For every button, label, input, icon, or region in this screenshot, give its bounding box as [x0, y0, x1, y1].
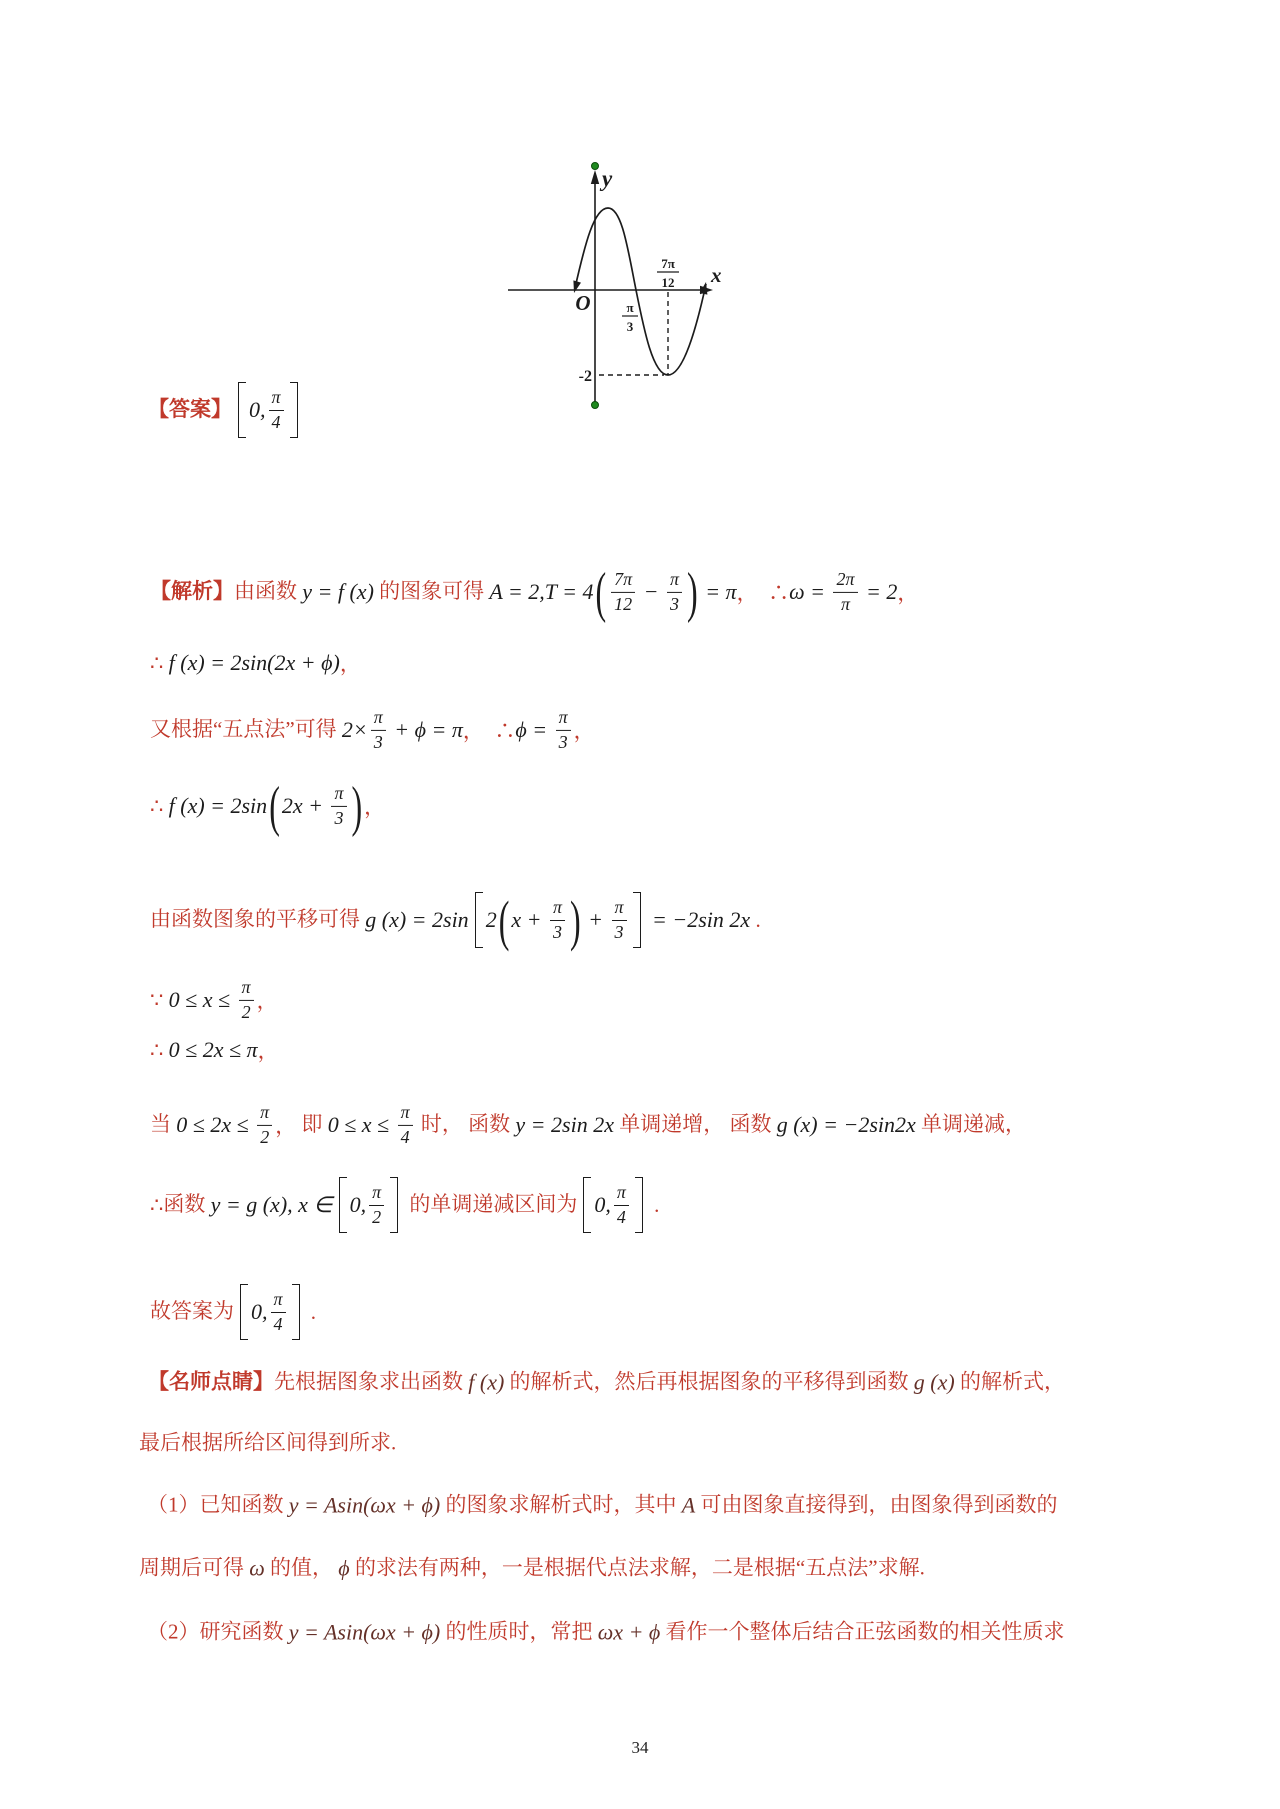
fraction-denominator: 3 [614, 921, 624, 942]
solution-line-7 [150, 1035, 279, 1065]
solution-line-5 [150, 888, 761, 952]
fraction-numerator: π [269, 387, 284, 411]
fraction-numerator: 7π [611, 569, 635, 593]
math-text: ϕ = [515, 717, 553, 742]
red-symbol: ， [339, 652, 361, 676]
red-symbol: ， [573, 719, 595, 743]
chinese-text: （1）已知函数 [147, 1492, 289, 1517]
fraction-denominator: 3 [334, 807, 344, 828]
fraction-denominator: 3 [373, 731, 383, 752]
chinese-text: 最后根据所给区间得到所求. [139, 1430, 397, 1455]
solution-line-3 [150, 707, 595, 753]
math-text: y = Asin(ωx + ϕ) [288, 1491, 441, 1517]
chinese-text: （2）研究函数 [147, 1619, 289, 1644]
fraction [398, 1102, 413, 1148]
axis-endpoint-dot-top [592, 163, 599, 170]
red-symbol: . [750, 907, 761, 932]
fraction [667, 569, 682, 615]
fraction-denominator: 4 [273, 1313, 283, 1334]
solution-line-10 [150, 1284, 316, 1340]
fraction-numerator: 2π [833, 569, 857, 593]
math-text: g (x) = −2sin2x [776, 1112, 916, 1137]
fraction-denominator: 3 [670, 593, 680, 614]
math-text: g (x) [913, 1368, 955, 1394]
math-text: 0 ≤ x ≤ [168, 987, 236, 1012]
big-bracket [633, 892, 641, 948]
math-text: ωx + ϕ [597, 1618, 661, 1644]
math-text: − [638, 579, 665, 604]
big-bracket [339, 1177, 347, 1233]
fraction-numerator: π [369, 1182, 384, 1206]
math-text: 2 [485, 907, 497, 932]
chinese-text: 故答案为 [150, 1299, 234, 1324]
fraction-numerator: π [550, 897, 565, 921]
chinese-text: 的解析式， [954, 1369, 1065, 1394]
fraction-numerator: π [371, 707, 386, 731]
solution-line-2 [150, 648, 361, 678]
math-text: 2x + [281, 793, 329, 818]
min-frac-num: 7π [661, 256, 675, 271]
chinese-text: 由函数 [234, 579, 303, 604]
solution-line-9 [150, 1177, 659, 1233]
math-text: y = 2sin 2x [515, 1112, 614, 1137]
chinese-text: 周期后可得 [139, 1555, 250, 1580]
math-text: y = Asin(ωx + ϕ) [288, 1618, 441, 1644]
red-symbol: ∴ [150, 1192, 164, 1217]
chinese-text: 可由图象直接得到，由图象得到函数的 [695, 1492, 1058, 1517]
zero-crossing-label [622, 300, 638, 334]
red-symbol: ∵ [150, 987, 169, 1012]
axis-endpoint-dot-bottom [592, 402, 599, 409]
fraction [271, 1289, 286, 1335]
page-number: 34 [631, 1738, 649, 1757]
chinese-text: 的性质时，常把 [440, 1619, 598, 1644]
solution-line-4 [150, 774, 386, 838]
chinese-text: 又根据“五点法”可得 [150, 717, 342, 742]
big-bracket [290, 382, 298, 438]
fraction [611, 569, 635, 615]
math-text: + [582, 907, 609, 932]
red-symbol: ∴ [150, 1037, 169, 1062]
note-line-5 [147, 1618, 1065, 1645]
chinese-text: 的值， [264, 1555, 339, 1580]
fraction-numerator: π [614, 1182, 629, 1206]
red-symbol: ， [257, 1039, 279, 1063]
section-tag: 【解析】 [150, 579, 234, 604]
red-symbol: ， [256, 989, 278, 1013]
origin-label: O [575, 291, 591, 315]
chinese-text: 函数 [163, 1192, 211, 1217]
red-symbol: ， [364, 795, 386, 819]
fraction-denominator: π [840, 593, 850, 614]
fraction-denominator: 3 [558, 731, 568, 752]
math-text: 0, [251, 1299, 268, 1324]
fraction-denominator: 3 [552, 921, 562, 942]
big-paren: ( [498, 888, 510, 952]
fraction [556, 707, 571, 753]
math-text: 2× [341, 717, 368, 742]
solution-line-8 [150, 1102, 1026, 1148]
fraction-denominator: 2 [260, 1126, 270, 1147]
section-tag: 【名师点睛】 [148, 1369, 274, 1394]
fraction [833, 569, 857, 615]
fraction-numerator: π [667, 569, 682, 593]
y-axis-arrow [591, 170, 599, 184]
zero-frac-num: π [626, 300, 634, 315]
fraction-numerator: π [612, 897, 627, 921]
math-text: 0 ≤ 2x ≤ π [168, 1037, 258, 1062]
fraction [614, 1182, 629, 1228]
function-graph [495, 132, 745, 422]
min-value-label: -2 [578, 368, 592, 385]
x-axis-label: x [711, 263, 722, 287]
red-symbol: ， [897, 581, 919, 605]
note-line-1 [148, 1368, 1065, 1395]
fraction [369, 1182, 384, 1228]
chinese-text: 由函数图象的平移可得 [150, 907, 366, 932]
chinese-text: 即 [301, 1112, 328, 1137]
chinese-text: 的解析式，然后再根据图象的平移得到函数 [504, 1369, 914, 1394]
math-text: + ϕ = π [388, 717, 463, 742]
chinese-text: 的单调递减区间为 [404, 1192, 578, 1217]
math-text: A = 2,T = 4 [489, 579, 594, 604]
big-bracket [292, 1284, 300, 1340]
fraction-numerator: π [239, 977, 254, 1001]
fraction [239, 977, 254, 1023]
red-symbol: ， [275, 1114, 302, 1138]
math-text: g (x) = 2sin [365, 907, 469, 932]
fraction-denominator: 4 [616, 1206, 626, 1227]
math-text: y = f (x) [302, 579, 374, 604]
chinese-text: 单调递增， 函数 [613, 1112, 777, 1137]
fraction [269, 387, 284, 433]
red-symbol: . [305, 1299, 317, 1324]
math-text: f (x) [468, 1368, 505, 1394]
math-text: 0 ≤ 2x ≤ [176, 1112, 255, 1137]
chinese-text: 当 [150, 1112, 177, 1137]
big-paren: ( [595, 560, 607, 624]
big-bracket [240, 1284, 248, 1340]
math-text: = −2sin 2x [646, 907, 751, 932]
zero-frac-den: 3 [626, 319, 634, 334]
note-line-2 [139, 1429, 396, 1456]
red-symbol: ， ∴ [462, 719, 516, 743]
chinese-text: 单调递减， [915, 1112, 1027, 1137]
fraction-denominator: 2 [241, 1001, 251, 1022]
fraction [550, 897, 565, 943]
big-bracket [583, 1177, 591, 1233]
math-text: f (x) = 2sin(2x + ϕ) [168, 650, 340, 675]
math-text: f (x) = 2sin [168, 793, 268, 818]
fraction-numerator: π [271, 1289, 286, 1313]
fraction-denominator: 2 [372, 1206, 382, 1227]
fraction [612, 897, 627, 943]
y-axis-label: y [602, 166, 613, 191]
answer-line [148, 382, 304, 438]
solution-line-1 [150, 560, 919, 624]
math-text: 0, [594, 1192, 611, 1217]
red-symbol: ， ∴ [736, 581, 790, 605]
big-paren: ) [351, 774, 363, 838]
big-bracket [635, 1177, 643, 1233]
solution-line-6 [150, 977, 278, 1023]
math-text: x + [511, 907, 547, 932]
note-line-3 [147, 1491, 1057, 1518]
math-text: ω = [789, 579, 831, 604]
min-frac-den: 12 [661, 275, 675, 290]
red-symbol: . [648, 1192, 660, 1217]
fraction-numerator: π [398, 1102, 413, 1126]
chinese-text: 先根据图象求出函数 [274, 1369, 469, 1394]
math-text: = π [699, 579, 737, 604]
red-symbol: ∴ [150, 650, 169, 675]
math-text: 0 ≤ x ≤ [327, 1112, 395, 1137]
big-paren: ) [570, 888, 581, 952]
fraction [257, 1102, 272, 1148]
fraction [371, 707, 386, 753]
math-text: 0, [349, 1192, 367, 1217]
min-x-label [657, 256, 679, 290]
red-symbol: ∴ [150, 793, 169, 818]
big-paren: ( [269, 774, 280, 838]
fraction-numerator: π [331, 783, 346, 807]
fraction-denominator: 12 [614, 593, 633, 614]
fraction [331, 783, 346, 829]
fraction-numerator: π [257, 1102, 272, 1126]
big-bracket [390, 1177, 398, 1233]
math-text: 0, [249, 397, 266, 422]
fraction-denominator: 4 [400, 1126, 410, 1147]
chinese-text: 看作一个整体后结合正弦函数的相关性质求 [660, 1619, 1065, 1644]
math-text: = 2 [860, 579, 898, 604]
note-line-4 [139, 1554, 925, 1581]
math-text: ϕ [338, 1554, 350, 1580]
chinese-text: 的图象可得 [373, 579, 490, 604]
math-text: ω [249, 1554, 265, 1580]
big-paren: ) [687, 560, 698, 624]
math-text: y = g (x), x ∈ [210, 1192, 333, 1217]
big-bracket [475, 892, 483, 948]
math-text: A [681, 1491, 696, 1517]
chinese-text: 的求法有两种，一是根据代点法求解，二是根据“五点法”求解. [349, 1555, 925, 1580]
fraction-denominator: 4 [271, 411, 281, 432]
big-bracket [238, 382, 246, 438]
section-tag: 【答案】 [148, 397, 232, 422]
chinese-text: 的图象求解析式时，其中 [440, 1492, 682, 1517]
fraction-numerator: π [556, 707, 571, 731]
chinese-text: 时， 函数 [415, 1112, 516, 1137]
